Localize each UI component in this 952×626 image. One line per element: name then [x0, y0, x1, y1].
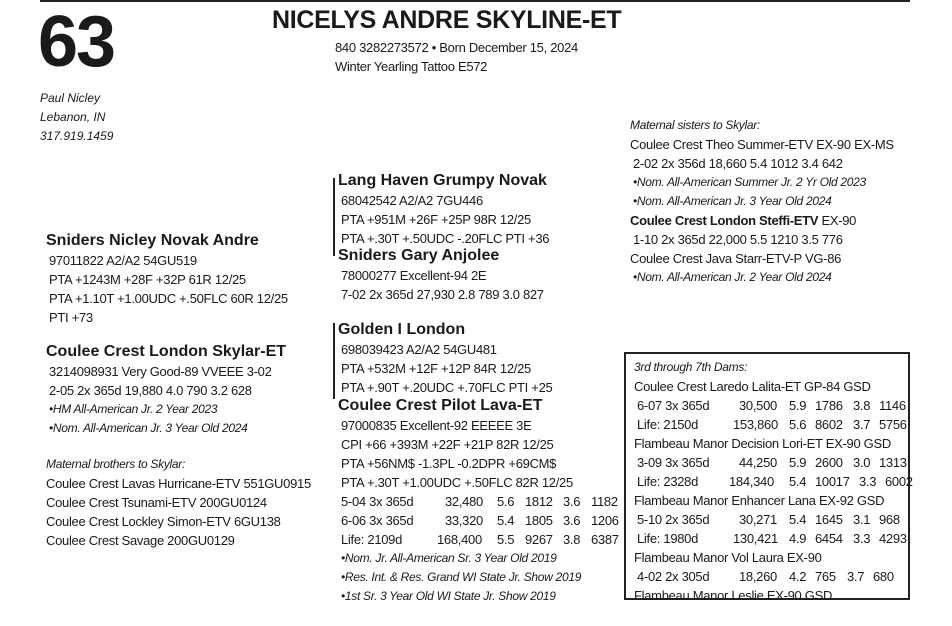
dam-line: 2-05 2x 365d 19,880 4.0 790 3.2 628 — [49, 383, 252, 398]
dam-entry-record: 5-10 2x 365d 30,271 5.4 1645 3.1 968 — [637, 512, 900, 527]
dam-entry-record: 4-02 2x 305d 18,260 4.2 765 3.7 680 — [637, 569, 894, 584]
animal-name: NICELYS ANDRE SKYLINE-ET — [272, 6, 622, 34]
dam-dam-block — [338, 396, 619, 606]
sire-sire-line: PTA +.30T +.50UDC -.20FLC PTI +36 — [341, 231, 550, 246]
registration-birthdate: 840 3282273572 • Born December 15, 2024 — [335, 40, 578, 55]
dam-dam-line: 97000835 Excellent-92 EEEEE 3E — [341, 418, 532, 433]
dam-name: Coulee Crest London Skylar-ET — [46, 343, 287, 360]
sire-line: PTI +73 — [49, 310, 93, 325]
dam-honor: •HM All-American Jr. 2 Year 2023 — [49, 402, 218, 416]
sister-honor: •Nom. All-American Jr. 2 Year Old 2024 — [633, 270, 832, 284]
dam-dam-honor: •1st Sr. 3 Year Old WI State Jr. Show 2019 — [341, 589, 556, 603]
dam-sire-line: PTA +.90T +.20UDC +.70FLC PTI +25 — [341, 380, 553, 395]
dam-dam-line: PTA +56NM$ -1.3PL -0.2DPR +69CM$ — [341, 456, 557, 471]
sire-sire-line: PTA +951M +26F +25P 98R 12/25 — [341, 212, 531, 227]
dam-entry-record: 3-09 3x 365d 44,250 5.9 2600 3.0 1313 — [637, 455, 907, 470]
consignor-phone: 317.919.1459 — [40, 129, 114, 143]
dam-entry-name: Flambeau Manor Vol Laura EX-90 — [634, 550, 822, 565]
sire-block — [46, 231, 288, 327]
class-tattoo: Winter Yearling Tattoo E572 — [335, 59, 488, 74]
dam-entry-record: 6-07 3x 365d 30,500 5.9 1786 3.8 1146 — [637, 398, 906, 413]
dam-honor: •Nom. All-American Jr. 3 Year Old 2024 — [49, 421, 248, 435]
brother-item: Coulee Crest Savage 200GU0129 — [46, 533, 235, 548]
dams-box-heading: 3rd through 7th Dams: — [634, 360, 748, 374]
brother-item: Coulee Crest Lockley Simon-ETV 6GU138 — [46, 514, 281, 529]
lot-number: 63 — [38, 2, 115, 82]
top-rule — [40, 0, 910, 2]
sire-sire-block — [338, 171, 549, 248]
dam-dam-record: Life: 2109d 168,400 5.5 9267 3.8 6387 — [341, 532, 619, 547]
dam-entry-record: Life: 1980d 130,421 4.9 6454 3.3 4293 — [637, 531, 907, 546]
sire-bracket-line — [333, 178, 335, 256]
sister-honor: •Nom. All-American Jr. 3 Year Old 2024 — [633, 194, 832, 208]
sire-info — [46, 251, 288, 327]
sister-name-line — [630, 211, 894, 230]
sire-sire-name: Lang Haven Grumpy Novak — [338, 172, 547, 189]
maternal-brothers — [46, 455, 311, 550]
dam-sire-name: Golden I London — [338, 321, 466, 338]
consignor-location: Lebanon, IN — [40, 110, 106, 124]
dam-dam-honor: •Res. Int. & Res. Grand WI State Jr. Show 2019 — [341, 570, 582, 584]
dam-block — [46, 342, 286, 438]
sire-dam-line: 7-02 2x 365d 27,930 2.8 789 3.0 827 — [341, 287, 544, 302]
dam-entry-name: Flambeau Manor Leslie EX-90 GSD — [634, 588, 833, 603]
sire-line: 97011822 A2/A2 54GU519 — [49, 253, 197, 268]
sister-name: Coulee Crest London Steffi-ETV — [630, 213, 819, 228]
sister-name: Coulee Crest Theo Summer-ETV EX-90 EX-MS — [630, 137, 894, 152]
sire-line: PTA +1.10T +1.00UDC +.50FLC 60R 12/25 — [49, 291, 288, 306]
dam-dam-name: Coulee Crest Pilot Lava-ET — [338, 397, 543, 414]
dam-sire-line: PTA +532M +12F +12P 84R 12/25 — [341, 361, 531, 376]
brother-item: Coulee Crest Lavas Hurricane-ETV 551GU0915 — [46, 476, 311, 491]
brother-item: Coulee Crest Tsunami-ETV 200GU0124 — [46, 495, 267, 510]
dam-dam-line: PTA +.30T +1.00UDC +.50FLC 82R 12/25 — [341, 475, 573, 490]
sister-honor: •Nom. All-American Summer Jr. 2 Yr Old 2023 — [633, 175, 866, 189]
sister-record: 2-02 2x 356d 18,660 5.4 1012 3.4 642 — [633, 156, 843, 171]
dam-entry-name: Coulee Crest Laredo Lalita-ET GP-84 GSD — [634, 379, 871, 394]
dam-line: 3214098931 Very Good-89 VVEEE 3-02 — [49, 364, 272, 379]
dam-dam-record: 6-06 3x 365d 33,320 5.4 1805 3.6 1206 — [341, 513, 619, 528]
dam-entry-name: Flambeau Manor Decision Lori-ET EX-90 GSD — [634, 436, 891, 451]
dam-entry-record: Life: 2328d 184,340 5.4 10017 3.3 6002 — [637, 474, 913, 489]
sire-dam-name: Sniders Gary Anjolee — [338, 247, 500, 264]
dam-dam-line: CPI +66 +393M +22F +21P 82R 12/25 — [341, 437, 554, 452]
consignor-name: Paul Nicley — [40, 91, 101, 105]
maternal-brothers-heading: Maternal brothers to Skylar: — [46, 457, 185, 471]
consignor — [40, 89, 113, 146]
maternal-sisters — [630, 116, 894, 287]
sister-record: 1-10 2x 365d 22,000 5.5 1210 3.5 776 — [633, 232, 843, 247]
sire-name: Sniders Nicley Novak Andre — [46, 232, 259, 249]
dam-sire-block — [338, 320, 552, 397]
dam-dam-honor: •Nom. Jr. All-American Sr. 3 Year Old 2019 — [341, 551, 557, 565]
dams-box-content — [634, 358, 913, 605]
dam-entry-name: Flambeau Manor Enhancer Lana EX-92 GSD — [634, 493, 885, 508]
dams-box — [624, 352, 913, 603]
sire-dam-block — [338, 246, 544, 304]
dam-bracket-line — [333, 323, 335, 399]
dam-sire-line: 698039423 A2/A2 54GU481 — [341, 342, 497, 357]
sire-dam-line: 78000277 Excellent-94 2E — [341, 268, 487, 283]
sire-sire-line: 68042542 A2/A2 7GU446 — [341, 193, 483, 208]
maternal-sisters-heading: Maternal sisters to Skylar: — [630, 118, 760, 132]
dam-dam-record: 5-04 3x 365d 32,480 5.6 1812 3.6 1182 — [341, 494, 618, 509]
dam-info — [46, 362, 286, 438]
dam-entry-record: Life: 2150d 153,860 5.6 8602 3.7 5756 — [637, 417, 907, 432]
sister-score: EX-90 — [818, 213, 857, 228]
sister-name: Coulee Crest Java Starr-ETV-P VG-86 — [630, 251, 842, 266]
sire-line: PTA +1243M +28F +32P 61R 12/25 — [49, 272, 246, 287]
